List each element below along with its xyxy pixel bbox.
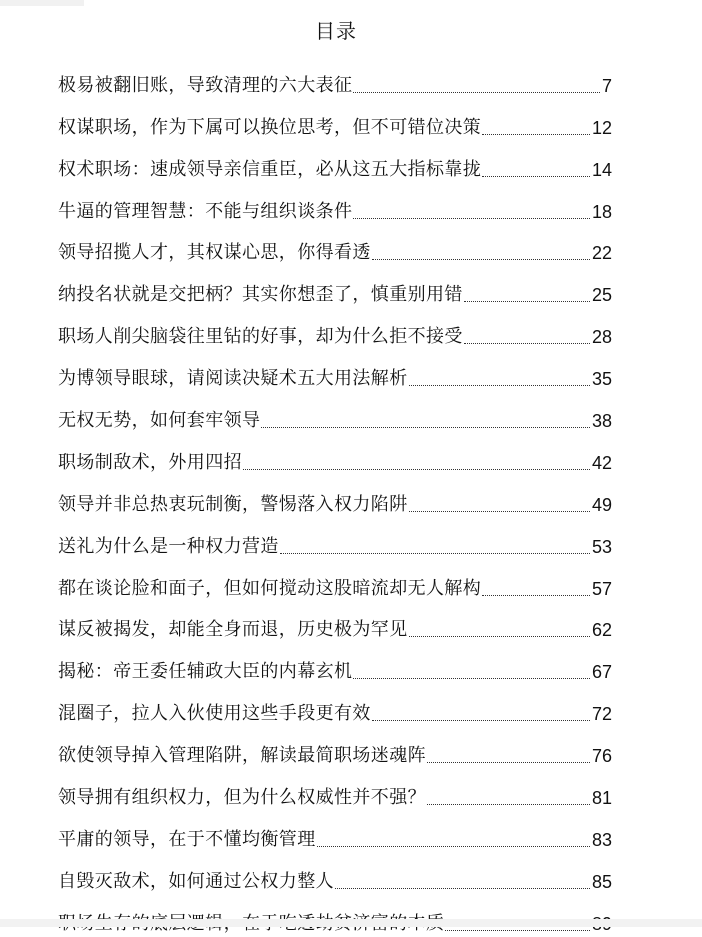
toc-entry-title: 平庸的领导，在于不懂均衡管理 <box>58 828 316 850</box>
toc-entry-page: 14 <box>591 159 612 180</box>
page-edge-mark <box>0 0 84 6</box>
toc-entry-page: 42 <box>591 452 612 473</box>
dot-leader <box>280 553 590 554</box>
toc-entry[interactable] <box>58 560 612 602</box>
toc-entry[interactable] <box>58 225 612 267</box>
dot-leader <box>464 301 590 302</box>
toc-entry-page: 81 <box>591 788 612 809</box>
toc-entry[interactable] <box>58 811 612 853</box>
toc-entry[interactable] <box>58 183 612 225</box>
dot-leader <box>243 469 590 470</box>
toc-entry-title: 都在谈论脸和面子，但如何搅动这股暗流却无人解构 <box>58 577 482 599</box>
dot-leader <box>427 762 590 763</box>
toc-entry-page: 49 <box>591 494 612 515</box>
page-bottom-edge <box>0 919 702 927</box>
toc-entry-page: 18 <box>591 201 612 222</box>
toc-entry-page: 72 <box>591 704 612 725</box>
dot-leader <box>261 427 590 428</box>
toc-entry-title: 权术职场：速成领导亲信重臣，必从这五大指标靠拢 <box>58 158 482 180</box>
dot-leader <box>353 678 590 679</box>
dot-leader <box>409 636 590 637</box>
toc-entry-title: 领导并非总热衷玩制衡，警惕落入权力陷阱 <box>58 493 408 515</box>
dot-leader <box>409 385 590 386</box>
dot-leader <box>482 595 590 596</box>
toc-entry[interactable] <box>58 685 612 727</box>
toc-entry-page: 35 <box>591 369 612 390</box>
toc-title: 目录 <box>315 19 357 43</box>
toc-entry-page: 25 <box>591 285 612 306</box>
toc-entry[interactable] <box>58 350 612 392</box>
toc-entry[interactable] <box>58 643 612 685</box>
toc-entry-title: 为博领导眼球，请阅读决疑术五大用法解析 <box>58 368 408 390</box>
toc-entry[interactable] <box>58 308 612 350</box>
toc-entry[interactable] <box>58 895 612 937</box>
toc-entry[interactable] <box>58 99 612 141</box>
toc-entry-page: 53 <box>591 536 612 557</box>
toc-entry-page: 22 <box>591 243 612 264</box>
toc-entry-title: 牛逼的管理智慧：不能与组织谈条件 <box>58 200 353 222</box>
dot-leader <box>464 343 590 344</box>
toc-entry-title: 极易被翻旧账，导致清理的六大表征 <box>58 74 353 96</box>
dot-leader <box>482 176 590 177</box>
dot-leader <box>372 259 590 260</box>
toc-entry[interactable] <box>58 434 612 476</box>
toc-entry-title: 送礼为什么是一种权力营造 <box>58 535 279 557</box>
toc-entry-page: 57 <box>591 578 612 599</box>
toc-entry[interactable] <box>58 853 612 895</box>
toc-entry[interactable] <box>58 769 612 811</box>
toc-entry-page: 7 <box>601 75 612 96</box>
dot-leader <box>482 134 590 135</box>
dot-leader <box>353 92 600 93</box>
toc-entry[interactable] <box>58 602 612 644</box>
toc-entry[interactable] <box>58 266 612 308</box>
toc-entry-page: 83 <box>591 829 612 850</box>
toc-entry[interactable] <box>58 141 612 183</box>
dot-leader <box>317 846 590 847</box>
toc-entry-page: 28 <box>591 327 612 348</box>
dot-leader <box>409 511 590 512</box>
toc-entry-page: 67 <box>591 662 612 683</box>
toc-entry-page: 85 <box>591 871 612 892</box>
dot-leader <box>427 804 590 805</box>
toc-entry-page: 38 <box>591 411 612 432</box>
toc-entry-page: 62 <box>591 620 612 641</box>
toc-entry-title: 领导招揽人才，其权谋心思，你得看透 <box>58 242 371 264</box>
toc-entry-title: 无权无势，如何套牢领导 <box>58 410 261 432</box>
toc-entry-title: 领导拥有组织权力，但为什么权威性并不强？ <box>58 787 426 809</box>
toc-entry[interactable] <box>58 57 612 99</box>
toc-entry[interactable] <box>58 727 612 769</box>
toc-entry-title: 欲使领导掉入管理陷阱，解读最简职场迷魂阵 <box>58 745 426 767</box>
toc-entry[interactable] <box>58 392 612 434</box>
toc-entry-title: 自毁灭敌术，如何通过公权力整人 <box>58 870 334 892</box>
table-of-contents <box>58 57 612 937</box>
toc-entry-title: 职场制敌术，外用四招 <box>58 451 242 473</box>
toc-entry[interactable] <box>58 476 612 518</box>
dot-leader <box>353 218 590 219</box>
toc-entry-title: 纳投名状就是交把柄？其实你想歪了，慎重别用错 <box>58 284 463 306</box>
toc-entry-title: 职场人削尖脑袋往里钻的好事，却为什么拒不接受 <box>58 326 463 348</box>
toc-entry-title: 混圈子，拉人入伙使用这些手段更有效 <box>58 703 371 725</box>
dot-leader <box>445 930 590 931</box>
toc-entry-page: 76 <box>591 746 612 767</box>
dot-leader <box>335 888 590 889</box>
toc-entry-title: 谋反被揭发，却能全身而退，历史极为罕见 <box>58 619 408 641</box>
dot-leader <box>372 720 590 721</box>
toc-entry-title: 揭秘：帝王委任辅政大臣的内幕玄机 <box>58 661 353 683</box>
toc-entry-title: 权谋职场，作为下属可以换位思考，但不可错位决策 <box>58 116 482 138</box>
toc-entry[interactable] <box>58 518 612 560</box>
toc-entry-page: 12 <box>591 117 612 138</box>
